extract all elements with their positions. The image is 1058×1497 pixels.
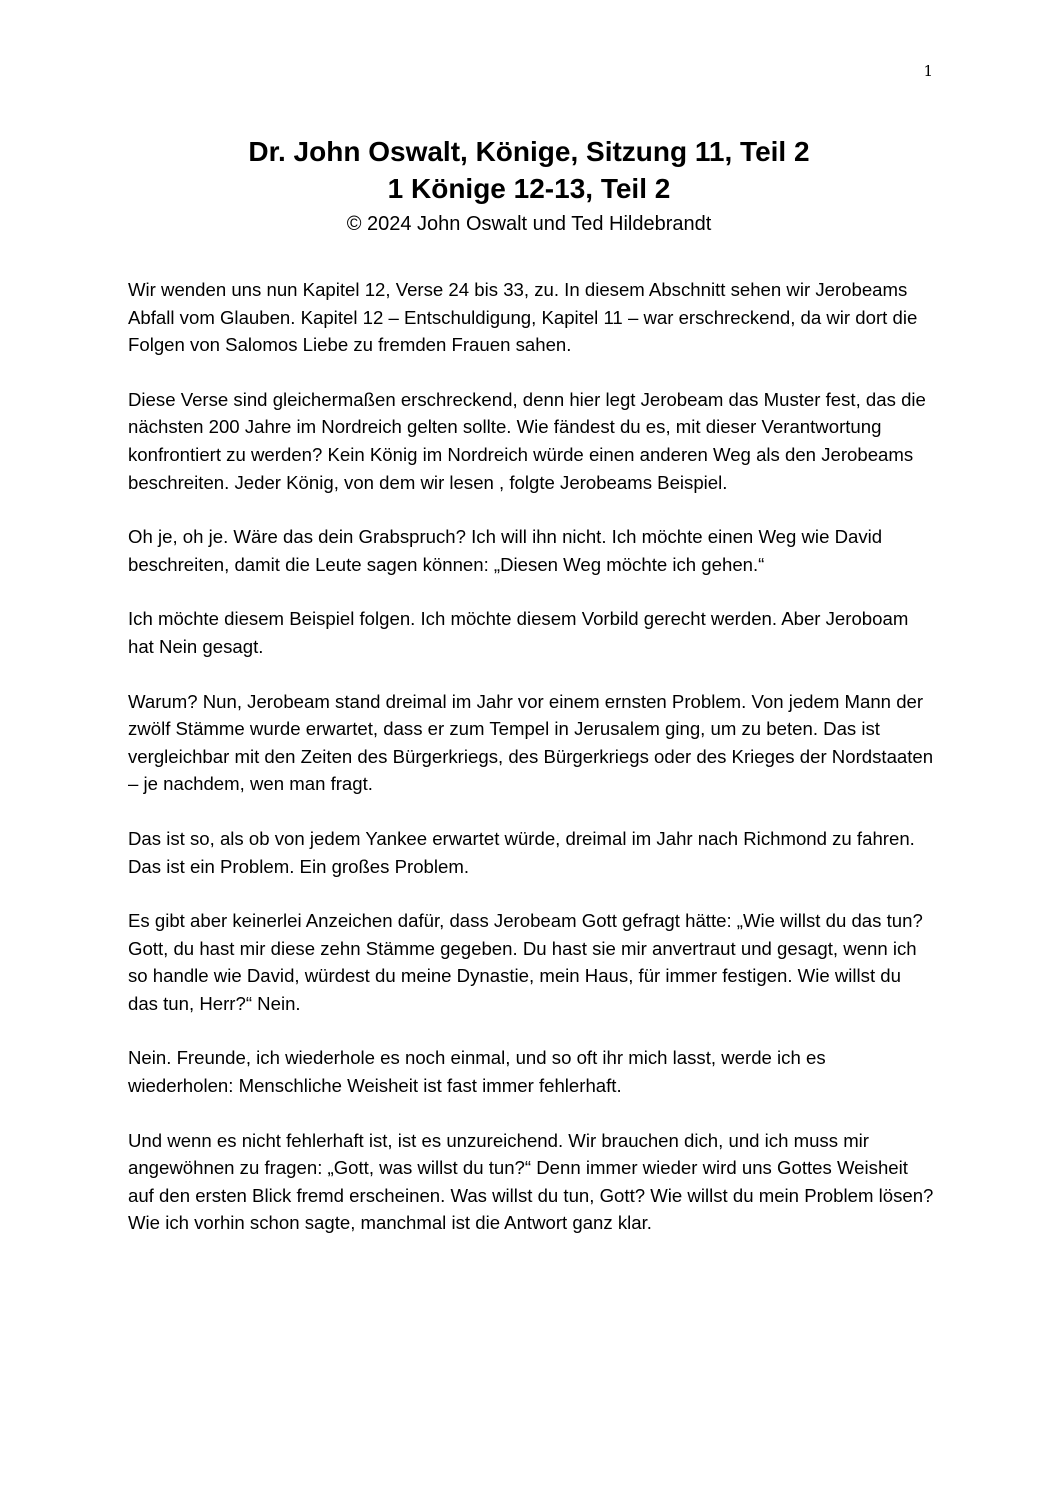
page-number: 1: [923, 62, 933, 80]
title-block: [0, 133, 1058, 239]
paragraph: Ich möchte diesem Beispiel folgen. Ich möchte diesem Vorbild gerecht werden. Aber Jeroboam hat Nein gesagt.: [128, 608, 909, 657]
paragraph: Oh je, oh je. Wäre das dein Grabspruch? Ich will ihn nicht. Ich möchte einen Weg wie David beschreiten, damit die Leute sagen können: „Diesen Weg möchte ich gehen.“: [128, 526, 883, 575]
paragraph: Nein. Freunde, ich wiederhole es noch einmal, und so oft ihr mich lasst, werde ich es wiederholen: Menschliche Weisheit ist fast immer fehlerhaft.: [128, 1047, 826, 1097]
copyright-notice: © 2024 John Oswalt und Ted Hildebrandt: [346, 213, 712, 235]
document-title: Dr. John Oswalt, Könige, Sitzung 11, Teil 2: [248, 136, 810, 167]
paragraph: Und wenn es nicht fehlerhaft ist, ist es unzureichend. Wir brauchen dich, und ich muss mir angewöhnen zu fragen: „Gott, was willst du tun?“ Denn immer wieder wird uns Gottes Weisheit auf den ersten Blick fremd erscheinen. Was willst du tun, Gott? Wie willst du mein Problem lösen? Wie ich vorhin schon sagte, manchmal ist die Antwort ganz klar.: [128, 1129, 934, 1234]
paragraph: Diese Verse sind gleichermaßen erschreckend, denn hier legt Jerobeam das Muster fest, das die nächsten 200 Jahre im Nordreich gelten sollte. Wie fändest du es, mit dieser Verantwortung konfrontiert zu werden? Kein König im Nordreich würde einen anderen Weg als den Jerobeams beschreiten. Jeder König, von dem wir lesen , folgte Jerobeams Beispiel.: [128, 388, 926, 493]
document-subtitle: 1 Könige 12-13, Teil 2: [387, 173, 671, 204]
paragraph: Es gibt aber keinerlei Anzeichen dafür, dass Jerobeam Gott gefragt hätte: „Wie willst du das tun? Gott, du hast mir diese zehn Stämme gegeben. Du hast sie mir anvertraut und gesagt, wenn ich so handle wie David, würdest du meine Dynastie, mein Haus, für immer festigen. Wie willst du das tun, Herr?“ Nein.: [128, 910, 923, 1014]
paragraph: Wir wenden uns nun Kapitel 12, Verse 24 bis 33, zu. In diesem Abschnitt sehen wir Jerobeams Abfall vom Glauben. Kapitel 12 – Entschuldigung, Kapitel 11 – war erschreckend, da wir dort die Folgen von Salomos Liebe zu fremden Frauen sahen.: [128, 279, 918, 356]
paragraph: Das ist so, als ob von jedem Yankee erwartet würde, dreimal im Jahr nach Richmond zu fahren. Das ist ein Problem. Ein großes Problem.: [128, 827, 915, 877]
paragraph: Warum? Nun, Jerobeam stand dreimal im Jahr vor einem ernsten Problem. Von jedem Mann der zwölf Stämme wurde erwartet, dass er zum Tempel in Jerusalem ging, um zu beten. Das ist vergleichbar mit den Zeiten des Bürgerkriegs, des Bürgerkriegs oder des Krieges der Nordstaaten – je nachdem, wen man fragt.: [128, 690, 934, 795]
document-body: [128, 276, 934, 1264]
